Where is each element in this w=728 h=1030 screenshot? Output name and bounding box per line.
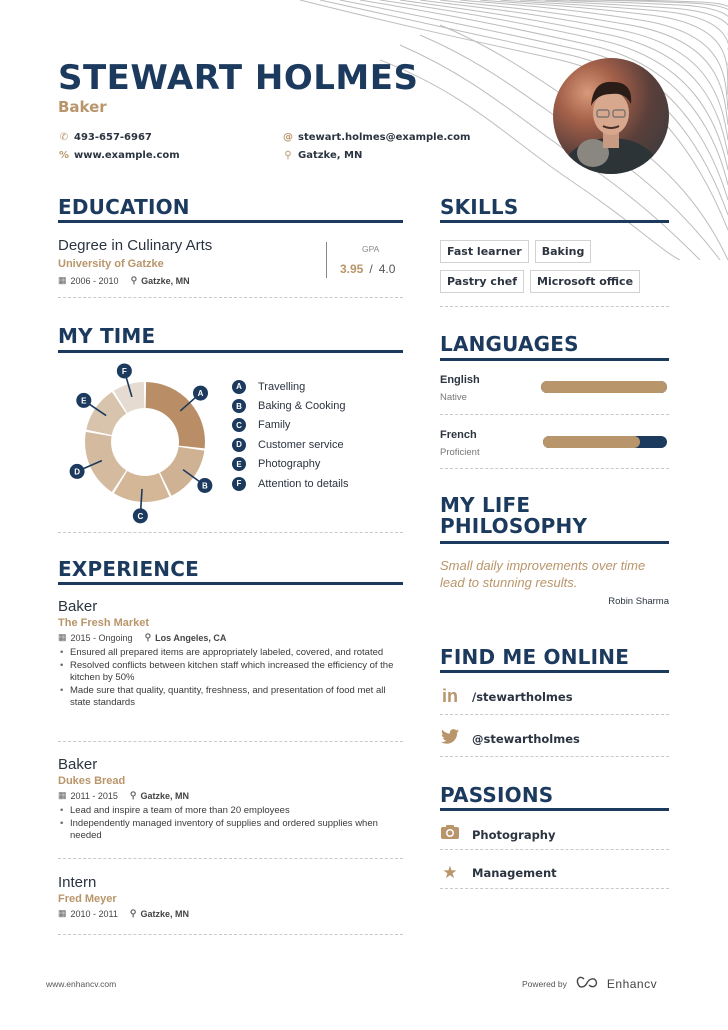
footer-powered-by[interactable]	[522, 976, 657, 992]
job-company: Fred Meyer	[58, 893, 117, 905]
pin-icon: ⚲	[129, 790, 137, 800]
languages-heading: LANGUAGES	[440, 332, 579, 356]
online-item-divider	[440, 756, 669, 757]
calendar-icon: ▦	[58, 275, 67, 285]
gpa-divider	[326, 242, 327, 278]
svg-text:B: B	[201, 481, 208, 491]
contact-website[interactable]	[59, 150, 180, 161]
language-divider	[440, 414, 669, 415]
contact-phone	[59, 132, 152, 143]
job-entry	[58, 874, 403, 919]
legend-badge-c: C	[232, 418, 246, 432]
job-meta	[58, 632, 403, 643]
skills-heading: SKILLS	[440, 195, 519, 219]
svg-text:E: E	[81, 396, 87, 406]
linkedin-handle[interactable]: /stewartholmes	[472, 689, 573, 704]
twitter-link[interactable]	[440, 729, 580, 749]
camera-icon	[440, 824, 460, 845]
website-text[interactable]: www.example.com	[74, 150, 180, 161]
job-bullets	[58, 647, 403, 710]
online-heading: FIND ME ONLINE	[440, 645, 630, 669]
passion-divider	[440, 888, 669, 889]
linkedin-link[interactable]	[440, 686, 573, 707]
gpa-score: 3.95	[340, 262, 364, 276]
job-bullet: • Lead and inspire a team of more than 20 employees	[58, 805, 403, 818]
avatar	[553, 58, 669, 174]
donut-slice-b	[160, 447, 204, 496]
brand-name: Enhancv	[606, 977, 658, 991]
education-end-divider	[58, 297, 403, 298]
job-divider	[58, 741, 403, 742]
philosophy-quote: Small daily improvements over time lead to stunning results.	[440, 558, 646, 590]
online-item-divider	[440, 714, 669, 715]
skills-divider	[440, 220, 669, 223]
contact-email[interactable]	[283, 132, 470, 143]
job-location: Gatzke, MN	[140, 790, 189, 801]
education-dates: 2006 - 2010	[70, 275, 119, 286]
education-divider	[58, 220, 403, 223]
calendar-icon: ▦	[58, 908, 67, 918]
passion-label: Photography	[472, 827, 556, 842]
skills-list	[440, 240, 675, 300]
my-time-donut-chart	[60, 360, 230, 525]
philosophy-divider	[440, 541, 669, 544]
candidate-name: STEWART HOLMES	[58, 58, 419, 98]
job-title: Baker	[58, 756, 98, 773]
legend-item	[232, 455, 349, 474]
job-location: Gatzke, MN	[140, 908, 189, 919]
languages-divider	[440, 358, 669, 361]
at-icon: @	[283, 132, 293, 143]
legend-label: Travelling	[258, 380, 306, 393]
enhancv-logo-icon	[575, 976, 599, 992]
education-meta	[58, 275, 190, 286]
job-title: Baker	[58, 598, 98, 615]
experience-divider	[58, 582, 403, 585]
job-company: The Fresh Market	[58, 617, 150, 629]
legend-item	[232, 396, 349, 415]
job-meta	[58, 790, 403, 801]
job-dates: 2011 - 2015	[70, 790, 118, 801]
language-name: French	[440, 429, 477, 441]
skill-tag: Fast learner	[440, 240, 529, 263]
footer-website[interactable]: www.enhancv.com	[46, 979, 117, 989]
passion-item	[440, 824, 556, 845]
gpa-value	[340, 262, 395, 276]
legend-label: Attention to details	[258, 477, 349, 490]
passion-item	[440, 863, 557, 883]
gpa-separator: /	[369, 262, 373, 276]
skill-tag: Pastry chef	[440, 270, 524, 293]
svg-text:A: A	[197, 389, 204, 399]
candidate-role: Baker	[58, 98, 107, 116]
skill-tag: Baking	[535, 240, 592, 263]
calendar-icon: ▦	[58, 632, 67, 642]
job-dates: 2015 - Ongoing	[70, 632, 133, 643]
job-title: Intern	[58, 874, 97, 891]
linkedin-icon: in	[442, 686, 458, 706]
pin-icon: ⚲	[130, 275, 138, 285]
legend-label: Photography	[258, 458, 321, 471]
language-proficiency-fill	[543, 436, 640, 448]
svg-text:F: F	[121, 366, 127, 376]
language-proficiency-bar	[543, 436, 667, 448]
job-bullet: • Resolved conflicts between kitchen staff which increased the efficiency of the kitchen by 50%	[58, 660, 403, 685]
language-divider	[440, 468, 669, 469]
star-icon: ★	[442, 863, 458, 883]
legend-item	[232, 416, 349, 435]
legend-label: Baking & Cooking	[258, 400, 346, 413]
pin-icon: ⚲	[129, 908, 137, 918]
job-divider	[58, 934, 403, 935]
job-bullet: • Independently managed inventory of supplies and ordered supplies when needed	[58, 818, 403, 843]
education-location: Gatzke, MN	[141, 275, 190, 286]
my-time-heading: MY TIME	[58, 324, 156, 348]
education-degree: Degree in Culinary Arts	[58, 237, 213, 254]
job-location: Los Angeles, CA	[155, 632, 227, 643]
online-divider	[440, 670, 669, 673]
svg-text:D: D	[74, 467, 80, 477]
pin-icon: ⚲	[284, 150, 292, 161]
legend-badge-f: F	[232, 477, 246, 491]
passion-divider	[440, 849, 669, 850]
phone-text: 493-657-6967	[74, 132, 152, 143]
email-text[interactable]: stewart.holmes@example.com	[298, 132, 471, 143]
gpa-max: 4.0	[378, 262, 396, 276]
legend-badge-b: B	[232, 399, 246, 413]
job-bullets	[58, 805, 403, 843]
job-entry	[58, 598, 403, 710]
language-proficiency-bar	[541, 381, 667, 393]
passions-divider	[440, 808, 669, 811]
job-bullet: • Ensured all prepared items are appropriately labeled, covered, and rotated	[58, 647, 403, 660]
phone-icon: ✆	[59, 132, 69, 143]
legend-item	[232, 377, 349, 396]
avatar-portrait	[553, 58, 669, 174]
my-time-legend	[232, 377, 349, 493]
legend-item	[232, 435, 349, 454]
language-level: Proficient	[440, 447, 480, 458]
donut-slice-d	[85, 432, 126, 492]
job-dates: 2010 - 2011	[70, 908, 118, 919]
language-name: English	[440, 374, 480, 386]
job-divider	[58, 858, 403, 859]
my-time-end-divider	[58, 532, 403, 533]
twitter-icon	[440, 729, 460, 749]
language-level: Native	[440, 392, 467, 403]
location-text: Gatzke, MN	[298, 150, 363, 161]
skill-tag: Microsoft office	[530, 270, 640, 293]
pin-icon: ⚲	[144, 632, 152, 642]
job-meta	[58, 908, 403, 919]
philosophy-heading	[440, 495, 587, 537]
legend-badge-a: A	[232, 380, 246, 394]
svg-text:C: C	[137, 511, 144, 521]
language-proficiency-fill	[541, 381, 667, 393]
legend-badge-e: E	[232, 457, 246, 471]
powered-by-text: Powered by	[522, 979, 567, 989]
legend-item	[232, 474, 349, 493]
education-heading: EDUCATION	[58, 195, 190, 219]
job-entry	[58, 756, 403, 843]
my-time-divider	[58, 350, 403, 353]
legend-label: Customer service	[258, 438, 344, 451]
philosophy-author: Robin Sharma	[608, 596, 669, 607]
philosophy-heading-line1: MY LIFE	[440, 493, 531, 517]
passions-heading: PASSIONS	[440, 783, 554, 807]
job-bullet: • Made sure that quality, quantity, freshness, and presentation of food met all state standards	[58, 685, 403, 710]
link-icon: %	[59, 150, 70, 161]
twitter-handle[interactable]: @stewartholmes	[472, 732, 580, 746]
gpa-label: GPA	[362, 244, 380, 254]
passion-label: Management	[472, 866, 557, 880]
skills-end-divider	[440, 306, 669, 307]
contact-location	[283, 150, 362, 161]
calendar-icon: ▦	[58, 790, 67, 800]
job-company: Dukes Bread	[58, 775, 126, 787]
philosophy-heading-line2: PHILOSOPHY	[440, 514, 588, 538]
education-school: University of Gatzke	[58, 258, 164, 270]
experience-heading: EXPERIENCE	[58, 557, 199, 581]
legend-label: Family	[258, 419, 291, 432]
legend-badge-d: D	[232, 438, 246, 452]
